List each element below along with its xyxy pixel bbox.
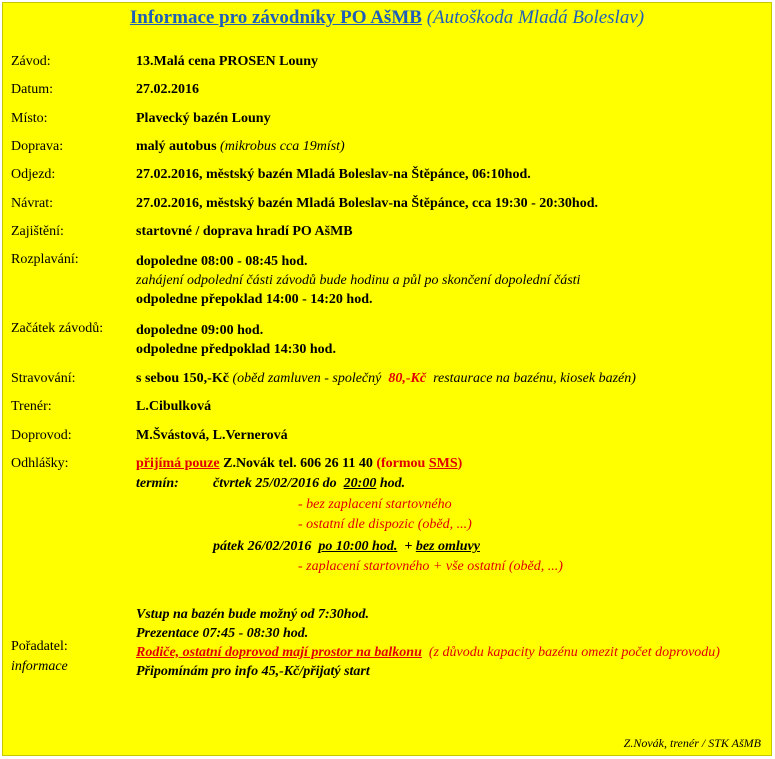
document-title: Informace pro závodníky PO AšMB bbox=[129, 7, 422, 28]
value-doprava bbox=[136, 139, 345, 155]
friday-time: po 10:00 hod. bbox=[318, 539, 398, 554]
value-poradatel bbox=[136, 605, 736, 681]
thursday-note-2: - ostatní dle dispozic (oběd, ...) bbox=[298, 517, 472, 532]
value-zavod: 13.Malá cena PROSEN Louny bbox=[136, 54, 319, 69]
odhlasky-via-close: ) bbox=[457, 456, 463, 471]
friday-note: - zaplacení startovného + vše ostatní (oběd, ...) bbox=[298, 559, 563, 574]
friday-date: pátek 26/02/2016 bbox=[213, 539, 312, 554]
odhlasky-accepts: přijímá pouze bbox=[136, 456, 220, 471]
poradatel-registration: Prezentace 07:45 - 08:30 hod. bbox=[136, 626, 309, 641]
poradatel-parents bbox=[136, 643, 736, 662]
value-stravovani bbox=[136, 371, 636, 387]
label-zajisteni: Zajištění: bbox=[11, 224, 64, 239]
value-doprovod: M.Švástová, L.Vernerová bbox=[136, 428, 288, 443]
row-poradatel bbox=[11, 605, 766, 715]
label-odhlasky: Odhlášky: bbox=[11, 456, 69, 471]
thursday-hod: hod. bbox=[379, 476, 406, 491]
label-trener: Trenér: bbox=[11, 399, 52, 414]
friday-plus: + bbox=[404, 539, 413, 554]
thursday-time: 20:00 bbox=[343, 476, 377, 491]
value-odjezd: 27.02.2016, městský bazén Mladá Boleslav-na Štěpánce, 06:10hod. bbox=[136, 167, 531, 182]
document-header bbox=[3, 7, 771, 29]
stravovani-cash: s sebou 150,-Kč bbox=[136, 371, 229, 386]
zacatek-afternoon: odpoledne předpoklad 14:30 hod. bbox=[136, 342, 336, 357]
label-stravovani: Stravování: bbox=[11, 371, 76, 386]
row-odhlasky bbox=[11, 456, 766, 576]
odhlasky-via-open: (formou bbox=[376, 456, 426, 471]
thursday-note-1: - bez zaplacení startovného bbox=[298, 497, 452, 512]
label-zacatek: Začátek závodů: bbox=[11, 321, 104, 336]
odhlasky-thursday bbox=[213, 476, 405, 492]
label-odjezd: Odjezd: bbox=[11, 167, 56, 182]
label-zavod: Závod: bbox=[11, 54, 51, 69]
info-document bbox=[2, 2, 772, 756]
doprava-note: (mikrobus cca 19míst) bbox=[220, 139, 345, 154]
rozplavani-afternoon: odpoledne přepoklad 14:00 - 14:20 hod. bbox=[136, 292, 373, 307]
label-doprovod: Doprovod: bbox=[11, 428, 72, 443]
stravovani-lunch: (oběd zamluven - společný bbox=[232, 371, 382, 386]
value-zacatek bbox=[136, 321, 336, 359]
friday-excuse: bez omluvy bbox=[415, 539, 480, 554]
value-datum: 27.02.2016 bbox=[136, 82, 199, 97]
document-subtitle: (Autoškoda Mladá Boleslav) bbox=[426, 7, 645, 28]
parents-reason: (z důvodu kapacity bazénu omezit počet doprovodu) bbox=[428, 645, 720, 660]
value-rozplavani bbox=[136, 252, 580, 309]
thursday-date: čtvrtek 25/02/2016 do bbox=[213, 476, 337, 491]
value-zajisteni: startovné / doprava hradí PO AšMB bbox=[136, 224, 353, 239]
zacatek-morning: dopoledne 09:00 hod. bbox=[136, 323, 264, 338]
label-rozplavani: Rozplavání: bbox=[11, 252, 79, 267]
odhlasky-contact: Z.Novák tel. 606 26 11 40 bbox=[223, 456, 373, 471]
label-navrat: Návrat: bbox=[11, 196, 53, 211]
odhlasky-contact-line bbox=[136, 456, 462, 472]
doprava-vehicle: malý autobus bbox=[136, 139, 217, 154]
rozplavani-note: zahájení odpolední části závodů bude hodinu a půl po skončení dopolední části bbox=[136, 273, 581, 288]
rozplavani-morning: dopoledne 08:00 - 08:45 hod. bbox=[136, 254, 308, 269]
odhlasky-friday bbox=[213, 539, 480, 555]
label-datum: Datum: bbox=[11, 82, 53, 97]
poradatel-entry: Vstup na bazén bude možný od 7:30hod. bbox=[136, 607, 369, 622]
value-trener: L.Cibulková bbox=[136, 399, 212, 414]
stravovani-price: 80,-Kč bbox=[388, 371, 427, 386]
stravovani-place: restaurace na bazénu, kiosek bazén) bbox=[433, 371, 636, 386]
value-navrat: 27.02.2016, městský bazén Mladá Boleslav-na Štěpánce, cca 19:30 - 20:30hod. bbox=[136, 196, 598, 211]
odhlasky-sms: SMS bbox=[428, 456, 458, 471]
value-misto: Plavecký bazén Louny bbox=[136, 111, 271, 126]
parents-balcony: Rodiče, ostatní doprovod mají prostor na balkonu bbox=[136, 645, 422, 660]
poradatel-fee: Připomínám pro info 45,-Kč/přijatý start bbox=[136, 664, 370, 679]
label-doprava: Doprava: bbox=[11, 139, 64, 154]
document-footer: Z.Novák, trenér / STK AšMB bbox=[623, 736, 761, 750]
label-poradatel: Pořadatel: bbox=[11, 639, 68, 654]
label-misto: Místo: bbox=[11, 111, 48, 126]
label-informace: informace bbox=[11, 659, 68, 674]
odhlasky-term-label: termín: bbox=[136, 476, 179, 491]
